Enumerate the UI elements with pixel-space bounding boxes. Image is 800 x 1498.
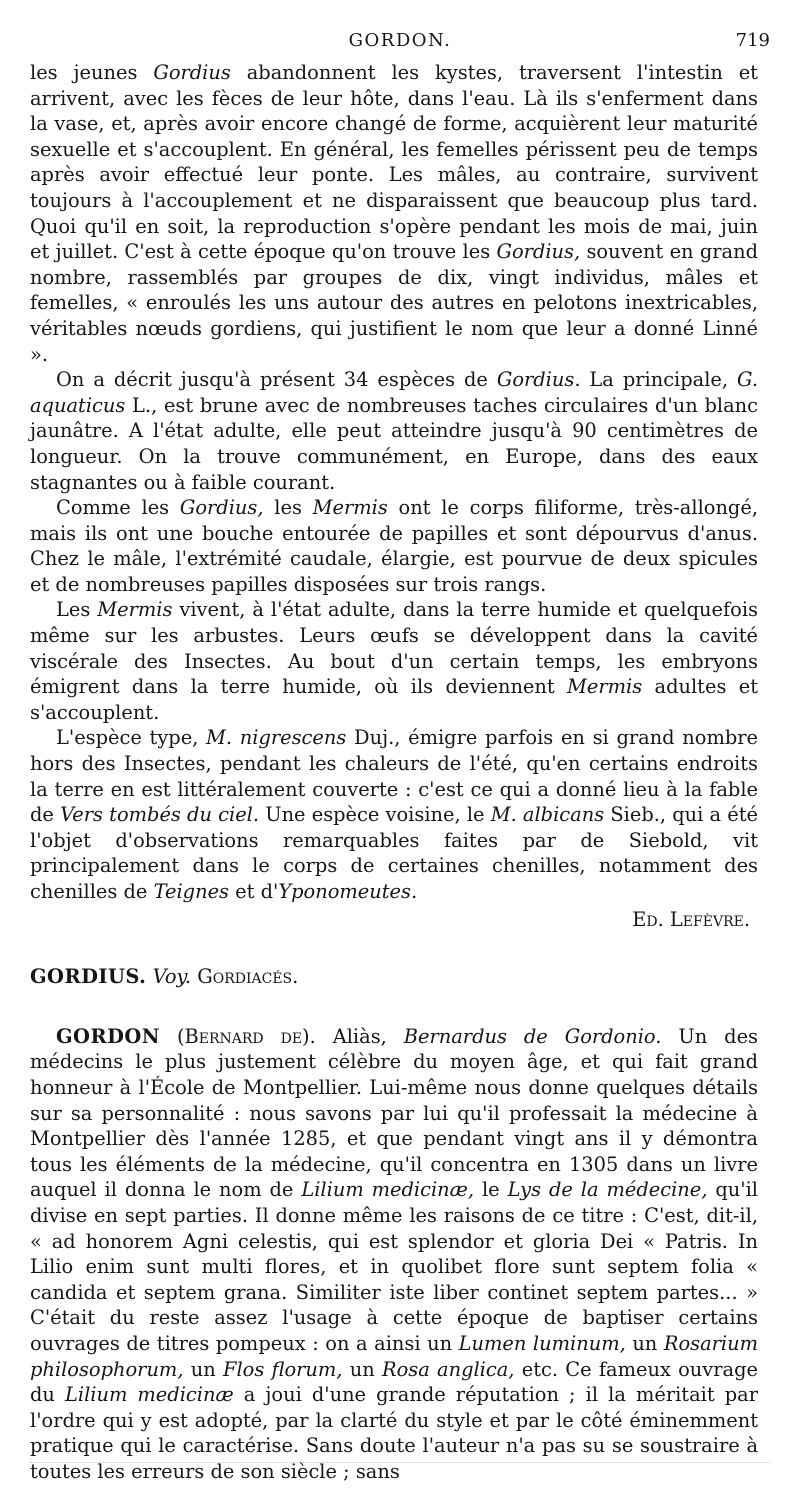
author-signature: Ed. Lefèvre. <box>632 907 750 931</box>
page-number: 719 <box>735 30 770 51</box>
running-head: GORDON. <box>348 30 452 51</box>
footer-bleedthrough <box>30 1462 770 1465</box>
article-body <box>30 60 758 1484</box>
paragraph: Les Mermis vivent, à l'état adulte, dans la terre humide et quelquefois même sur les arbustes. Leurs œufs se développent dans la cavité viscérale des Insectes. Au bout d'un certain temps, les embryons émigrent dans la terre humide, où ils deviennent Mermis adultes et s'accouplent. <box>30 598 758 724</box>
paragraph: Comme les Gordius, les Mermis ont le corps filiforme, très-allongé, mais ils ont une bouche entourée de papilles et sont dépourvus d'anus. Chez le mâle, l'extrémité caudale, élargie, est pourvue de deux spicules et de nombreuses papilles disposées sur trois rangs. <box>30 496 758 596</box>
cross-ref-target[interactable]: Gordiacés. <box>197 965 299 989</box>
entry-headword: GORDON <box>56 1024 160 1048</box>
entry-gordius <box>30 964 758 990</box>
paragraph: L'espèce type, M. nigrescens Duj., émigre parfois en si grand nombre hors des Insectes, pendant les chaleurs de l'été, qu'en certains endroits la terre en est littéralement couverte : c'est ce qui a donné lieu à la fable de Vers tombés du ciel. Une espèce voisine, le M. albicans Sieb., qui a été l'objet d'observations remarquables faites par de Siebold, vit principalement dans le corps de certaines chenilles, notamment des chenilles de Teignes et d'Yponomeutes. <box>30 726 759 903</box>
entry-subject-name: (Bernard de). <box>160 1024 316 1048</box>
paragraph: les jeunes Gordius abandonnent les kystes, traversent l'intestin et arrivent, avec les fèces de leur hôte, dans l'eau. Là ils s'enferment dans la vase, et, après avoir encore changé de forme, acquièrent leur maturité sexuelle et s'accouplent. En général, les femelles périssent peu de temps après avoir effectué leur ponte. Les mâles, au contraire, survivent toujours à l'accouplement et ne disparaissent que beaucoup plus tard. Quoi qu'il en soit, la reproduction s'opère pendant les mois de mai, juin et juillet. C'est à cette époque qu'on trouve les Gordius, souvent en grand nombre, rassemblés par groupes de dix, vingt individus, mâles et femelles, « enroulés les uns autour des autres en pelotons inextricables, véritables nœuds gordiens, qui justifient le nom que leur a donné Linné ». <box>30 61 758 366</box>
entry-gordon: GORDON (Bernard de). Aliàs, Bernardus de Gordonio. Un des médecins le plus justement célèbre du moyen âge, et qui fait grand honneur à l'École de Montpellier. Lui-même nous donne quelques détails sur sa personnalité : nous savons par lui qu'il professait la médecine à Montpellier dès l'année 1285, et que pendant vingt ans il y démontra tous les éléments de la médecine, qu'il concentra en 1305 dans un livre auquel il donna le nom de Lilium medicinæ, le Lys de la médecine, qu'il divise en sept parties. Il donne même les raisons de ce titre : C'est, dit-il, « ad honorem Agni celestis, qui est splendor et gloria Dei « Patris. In Lilio enim sunt multi flores, et in quolibet flore sunt septem folia « candida et septem grana. Similiter iste liber continet septem partes... » C'était du reste assez l'usage à cette époque de baptiser certains ouvrages de titres pompeux : on a ainsi un Lumen luminum, un Rosarium philosophorum, un Flos florum, un Rosa anglica, etc. Ce fameux ouvrage du Lilium medicinæ a joui d'une grande réputation ; il la méritait par l'ordre qui y est adopté, par la clarté du style et par le côté éminemment pratique qui le caractérise. Sans doute l'auteur n'a pas su se soustraire à toutes les erreurs de son siècle ; sans <box>30 1024 759 1483</box>
entry-headword: GORDIUS. <box>30 965 147 989</box>
paragraph: On a décrit jusqu'à présent 34 espèces de Gordius. La principale, G. aquaticus L., est brune avec de nombreuses taches circulaires d'un blanc jaunâtre. A l'état adulte, elle peut atteindre jusqu'à 90 centimètres de longueur. On la trouve communément, en Europe, dans des eaux stagnantes ou à faible courant. <box>30 368 758 494</box>
cross-ref-voy: Voy. <box>152 965 192 989</box>
page-header <box>30 30 770 56</box>
